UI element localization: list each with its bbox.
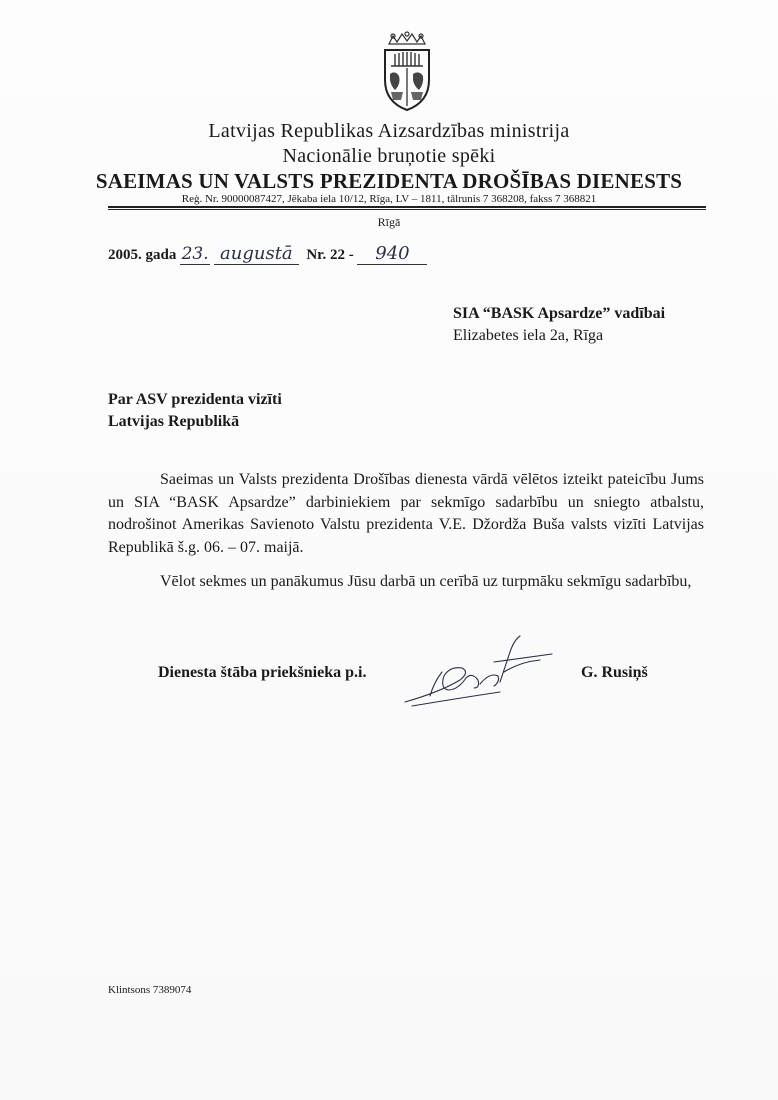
date-day-handwritten: 23.: [181, 244, 209, 264]
header-rule-thin: [108, 209, 706, 210]
forces-name: Nacionālie bruņotie spēki: [282, 145, 496, 167]
registration-details: Reģ. Nr. 90000087427, Jēkaba iela 10/12, Rīga, LV – 1811, tālrunis 7 368208, fakss 7 368821: [181, 193, 597, 205]
body-paragraph-2: Vēlot sekmes un panākumus Jūsu darbā un cerībā uz turpmāku sekmīgu sadarbību,: [160, 573, 692, 590]
date-month-handwritten: augustā: [214, 243, 299, 265]
body-paragraph-1: Saeimas un Valsts prezidenta Drošības dienesta vārdā vēlētos izteikt pateicību Jums un SIA “BASK Apsardze” darbiniekiem par sekmīgo sadarbību un sniegto atbalstu, nodrošinot Amerikas Savienoto Valstu prezidenta V.E. Džordža Buša valsts vizīti Latvijas Republikā š.g. 06. – 07. maijā.: [108, 471, 704, 556]
handwritten-signature: [400, 632, 555, 712]
ministry-name: Latvijas Republikas Aizsardzības ministrija: [208, 120, 570, 142]
document-number-handwritten: 940: [357, 243, 427, 265]
date-year-prefix: 2005. gada: [108, 247, 177, 263]
header-rule: [108, 206, 706, 208]
document-number-prefix: Nr. 22 -: [306, 247, 354, 263]
addressee-name: SIA “BASK Apsardze” vadībai: [453, 305, 666, 322]
footer-contact: Klintsons 7389074: [108, 984, 192, 996]
service-name: SAEIMAS UN VALSTS PREZIDENTA DROŠĪBAS DIENESTS: [95, 169, 683, 193]
signatory-title: Dienesta štāba priekšnieka p.i.: [158, 664, 367, 681]
subject-block: [108, 389, 282, 433]
subject-line-1: Par ASV prezidenta vizīti: [108, 391, 282, 408]
addressee-block: [453, 303, 665, 347]
addressee-address: Elizabetes iela 2a, Rīga: [453, 327, 604, 344]
issue-city: Rīgā: [377, 215, 401, 229]
letter-body: [108, 469, 704, 594]
dateline: [108, 243, 427, 265]
signatory-name: G. Rusiņš: [581, 664, 648, 681]
coat-of-arms-icon: [377, 30, 437, 112]
subject-line-2: Latvijas Republikā: [108, 413, 240, 430]
